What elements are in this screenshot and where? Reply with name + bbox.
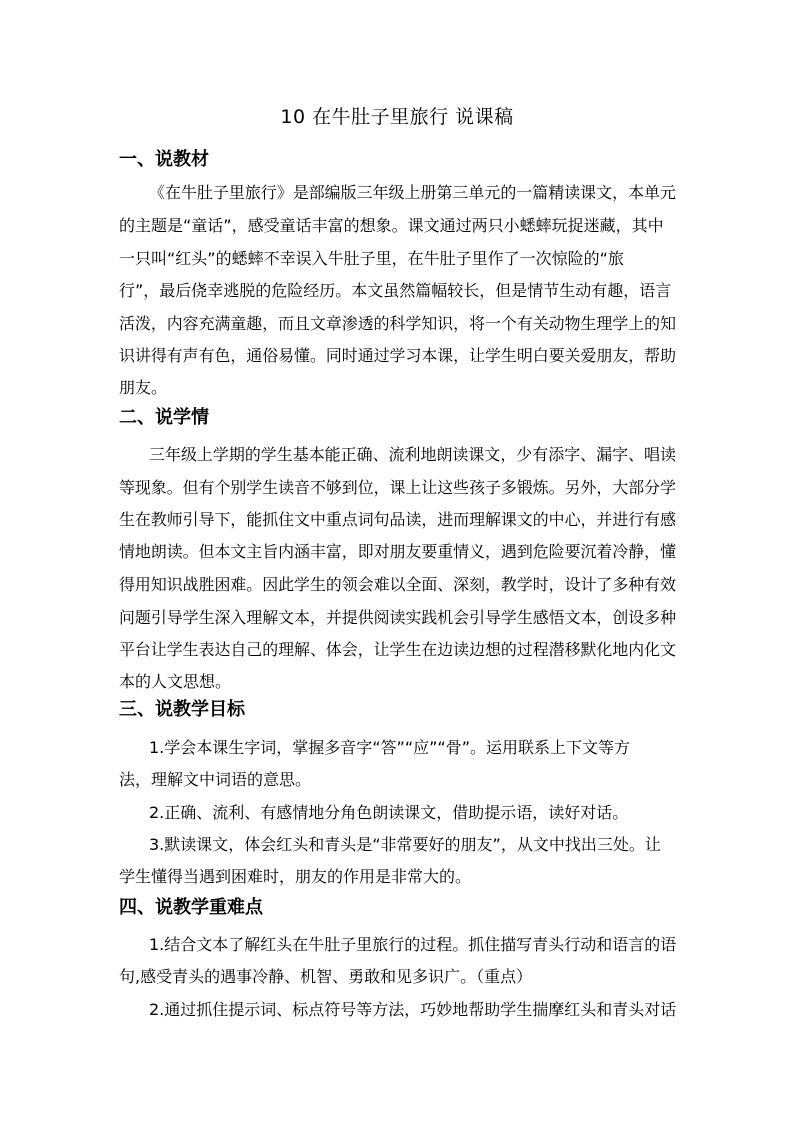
section-heading-textbook: 一、说教材	[119, 149, 209, 170]
paragraph-line: 生在教师引导下，能抓住文中重点词句品读，进而理解课文的中心，并进行有感	[119, 510, 676, 529]
paragraph-line: 本的人文思想。	[119, 672, 232, 691]
paragraph-line: 法，理解文中词语的意思。	[119, 770, 312, 789]
paragraph-line: 平台让学生表达自己的理解、体会，让学生在边读边想的过程潜移默化地内化文	[119, 640, 676, 659]
section-heading-teaching-goals: 三、说教学目标	[119, 699, 245, 720]
paragraph-line: 识讲得有声有色，通俗易懂。同时通过学习本课，让学生明白要关爱朋友，帮助	[119, 346, 676, 365]
paragraph-line: 2.通过抓住提示词、标点符号等方法，巧妙地帮助学生揣摩红头和青头对话	[149, 1000, 677, 1019]
page-title: 10 在牛肚子里旅行 说课稿	[280, 106, 514, 128]
paragraph-line: 学生懂得当遇到困难时，朋友的作用是非常大的。	[119, 867, 472, 886]
paragraph-line: 活泼，内容充满童趣，而且文章渗透的科学知识，将一个有关动物生理学上的知	[119, 314, 676, 333]
paragraph-line: 得用知识战胜困难。因此学生的领会难以全面、深刻，教学时，设计了多种有效	[119, 575, 676, 594]
paragraph-line: 句,感受青头的遇事冷静、机智、勇敢和见多识广。（重点）	[119, 967, 533, 986]
paragraph-line: 问题引导学生深入理解文本，并提供阅读实践机会引导学生感悟文本，创设多种	[119, 608, 676, 627]
paragraph-line: 一只叫“红头”的蟋蟀不幸误入牛肚子里，在牛肚子里作了一次惊险的“旅	[119, 249, 624, 268]
section-heading-learners: 二、说学情	[119, 407, 209, 428]
paragraph-line: 行”，最后侥幸逃脱的危险经历。本文虽然篇幅较长，但是情节生动有趣，语言	[119, 281, 672, 300]
paragraph-line: 三年级上学期的学生基本能正确、流利地朗读课文，少有添字、漏字、唱读	[149, 445, 677, 464]
section-heading-key-points: 四、说教学重难点	[119, 897, 263, 918]
paragraph-line: 《在牛肚子里旅行》是部编版三年级上册第三单元的一篇精读课文，本单元	[149, 183, 677, 202]
paragraph-line: 的主题是“童话”，感受童话丰富的想象。课文通过两只小蟋蟀玩捉迷藏，其中	[119, 216, 664, 235]
paragraph-line: 3.默读课文，体会红头和青头是“非常要好的朋友”，从文中找出三处。让	[149, 835, 661, 854]
paragraph-line: 情地朗读。但本文主旨内涵丰富，即对朋友要重情义，遇到危险要沉着冷静，懂	[119, 542, 676, 561]
paragraph-line: 1.结合文本了解红头在牛肚子里旅行的过程。抓住描写青头行动和语言的语	[149, 935, 677, 954]
paragraph-line: 等现象。但有个别学生读音不够到位，课上让这些孩子多锻炼。另外，大部分学	[119, 478, 676, 497]
paragraph-line: 1.学会本课生字词，掌握多音字“答”“应”“骨”。运用联系上下文等方	[149, 738, 631, 757]
paragraph-line: 朋友。	[119, 378, 168, 397]
paragraph-line: 2.正确、流利、有感情地分角色朗读课文，借助提示语，读好对话。	[149, 803, 629, 822]
